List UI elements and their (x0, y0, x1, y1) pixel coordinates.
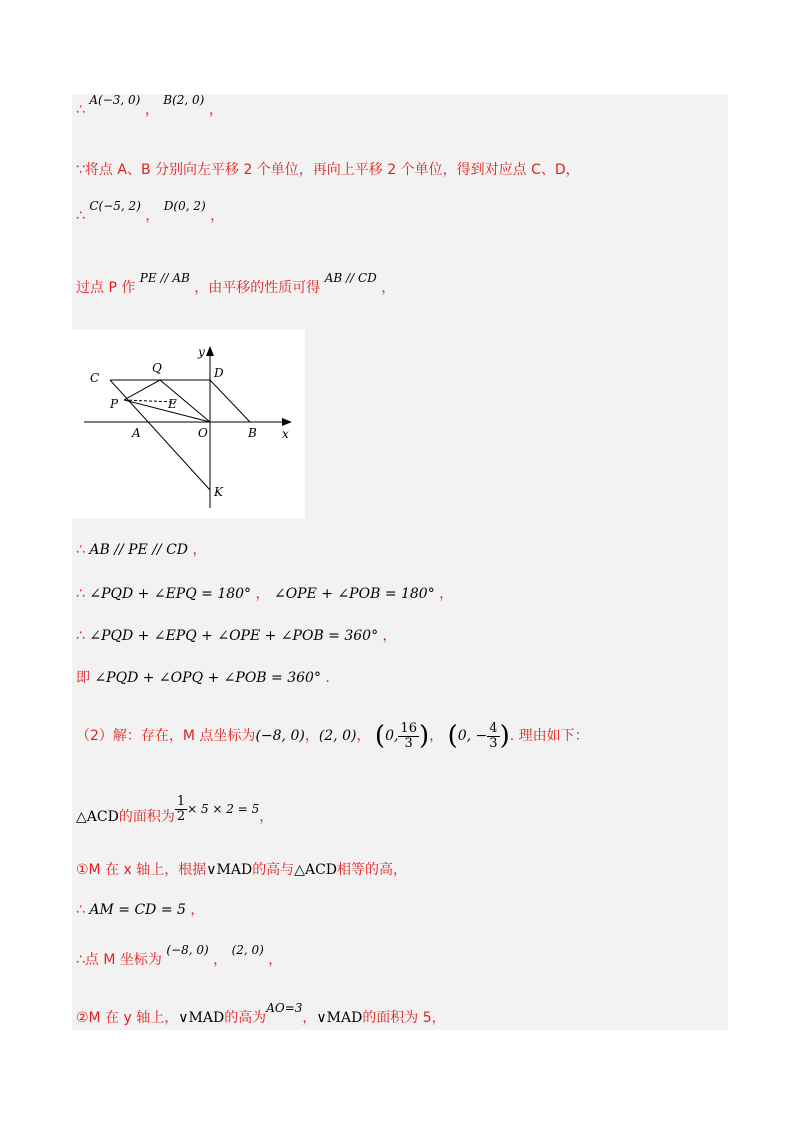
line-translation (76, 160, 580, 180)
coord-3-lead: 0, (385, 728, 399, 744)
label-k: K (214, 485, 223, 499)
case2-text: ②M 在 y 轴上， (76, 1010, 179, 1026)
coord-4-lead: 0, − (457, 728, 488, 744)
namely-text: 即 (76, 670, 90, 686)
x-axis-arrow (282, 418, 292, 426)
m-coord-1: (−8, 0) (255, 728, 305, 744)
parallel-chain: AB // PE // CD (89, 542, 189, 558)
area-product: × 5 × 2 = 5 (187, 802, 260, 816)
label-b: B (248, 426, 257, 440)
angle-conclusion: ∠PQD + ∠OPQ + ∠POB = 360° (94, 670, 321, 686)
ab-parallel-cd: AB // CD (324, 271, 377, 285)
separator: ， (213, 952, 228, 968)
am-equals-cd: AM = CD = 5 (89, 902, 186, 918)
case1-mid: 的高与 (252, 862, 295, 878)
separator: ， (382, 628, 397, 644)
fraction-numerator: 16 (400, 720, 417, 736)
point-a: A(−3, 0) (89, 93, 141, 107)
line-am-cd (76, 900, 204, 920)
line-angle-conclusion (76, 668, 330, 688)
separator: ， (255, 586, 270, 602)
separator: . (325, 670, 330, 686)
line-parallel (76, 271, 396, 298)
label-y: y (198, 345, 205, 359)
line-angle-total (76, 626, 397, 646)
m-coord-2: (2, 0) (231, 943, 264, 957)
paren-open: ( (447, 721, 458, 751)
point-c: C(−5, 2) (89, 199, 141, 213)
paren-close: ) (418, 721, 430, 751)
separator: ， (268, 952, 283, 968)
separator: ， (210, 208, 225, 224)
geometry-figure (72, 330, 305, 518)
separator: ， (356, 728, 371, 744)
label-p: P (110, 397, 119, 411)
separator: ， (259, 809, 274, 825)
label-o: O (198, 426, 208, 440)
case2-end: 的面积为 5， (362, 1010, 446, 1026)
area-text: 的面积为 (118, 809, 175, 825)
pe-parallel-ab: PE // AB (139, 271, 190, 285)
separator: ， (381, 280, 396, 296)
separator: ， (145, 208, 160, 224)
fraction-denominator: 2 (176, 808, 186, 824)
label-a: A (132, 426, 141, 440)
therefore-symbol: ∴ (76, 586, 85, 602)
case2-mid: 的高为 (224, 1010, 267, 1026)
triangle-mad: ∨MAD (206, 862, 253, 878)
separator: ， (144, 102, 159, 118)
paren-close: ) (499, 721, 510, 751)
m-coord-2: (2, 0) (318, 728, 357, 744)
ao-equals-3: AO=3 (266, 1001, 303, 1015)
label-x: x (282, 427, 289, 441)
line-part2-answer (76, 716, 589, 756)
m-coord-1: (−8, 0) (166, 943, 209, 957)
label-c: C (90, 371, 100, 385)
y-axis-arrow (206, 346, 214, 356)
fraction-numerator: 1 (176, 793, 186, 809)
label-e: E (168, 397, 177, 411)
triangle-mad: ∨MAD (316, 1010, 363, 1026)
label-q: Q (152, 361, 162, 375)
label-d: D (214, 366, 224, 380)
triangle-mad: ∨MAD (178, 1010, 225, 1026)
separator: ， (302, 1010, 317, 1026)
part2-intro: （2）解：存在，M 点坐标为 (76, 728, 256, 744)
case1-end: 相等的高， (337, 862, 408, 878)
angle-sum-2: ∠OPE + ∠POB = 180° (273, 586, 435, 602)
parallel-intro: 过点 P 作 (76, 280, 136, 296)
line-area-acd (76, 793, 274, 834)
fraction-denominator: 3 (404, 735, 413, 751)
triangle-acd: △ACD (294, 862, 338, 878)
line-parallel-chain (76, 540, 206, 560)
segment-ck (110, 380, 210, 490)
fraction-1-2 (175, 795, 187, 824)
angle-sum-1: ∠PQD + ∠EPQ = 180° (89, 586, 252, 602)
line-m-coords (76, 943, 283, 970)
fraction-numerator: 4 (489, 720, 498, 736)
line-points-ab (76, 93, 223, 120)
parallel-mid-text: ，由平移的性质可得 (194, 280, 321, 296)
therefore-symbol: ∴ (76, 628, 85, 644)
therefore-symbol: ∴ (76, 208, 85, 224)
therefore-symbol: ∴ (76, 102, 85, 118)
because-symbol: ∵ (76, 162, 85, 178)
fraction-denominator: 3 (489, 735, 498, 751)
separator: ， (192, 542, 207, 558)
line-angle-sums (76, 584, 453, 604)
paren-open: ( (374, 721, 386, 751)
therefore-symbol: ∴ (76, 542, 85, 558)
reason-follows: . 理由如下： (509, 728, 589, 744)
translation-text: 将点 A、B 分别向左平移 2 个单位，再向上平移 2 个单位，得到对应点 C、D， (84, 162, 580, 178)
line-case-x-axis (76, 860, 407, 880)
separator: ， (190, 902, 205, 918)
line-points-cd (76, 199, 225, 226)
separator: ， (208, 102, 223, 118)
solution-content (72, 94, 728, 1030)
fraction-16-3 (398, 722, 419, 751)
segment-pq (124, 380, 160, 400)
separator: ， (429, 728, 444, 744)
triangle-acd: △ACD (76, 809, 119, 825)
fraction-4-3 (487, 722, 499, 751)
m-coords-intro: ∴点 M 坐标为 (76, 952, 162, 968)
point-d: D(0, 2) (163, 199, 206, 213)
separator: ， (304, 728, 319, 744)
separator: ， (439, 586, 454, 602)
coordinate-diagram (72, 330, 305, 518)
line-case-y-axis (76, 1001, 446, 1028)
point-b: B(2, 0) (163, 93, 205, 107)
case1-text: ①M 在 x 轴上，根据 (76, 862, 207, 878)
segment-db (210, 380, 250, 422)
angle-total: ∠PQD + ∠EPQ + ∠OPE + ∠POB = 360° (89, 628, 379, 644)
therefore-symbol: ∴ (76, 902, 85, 918)
